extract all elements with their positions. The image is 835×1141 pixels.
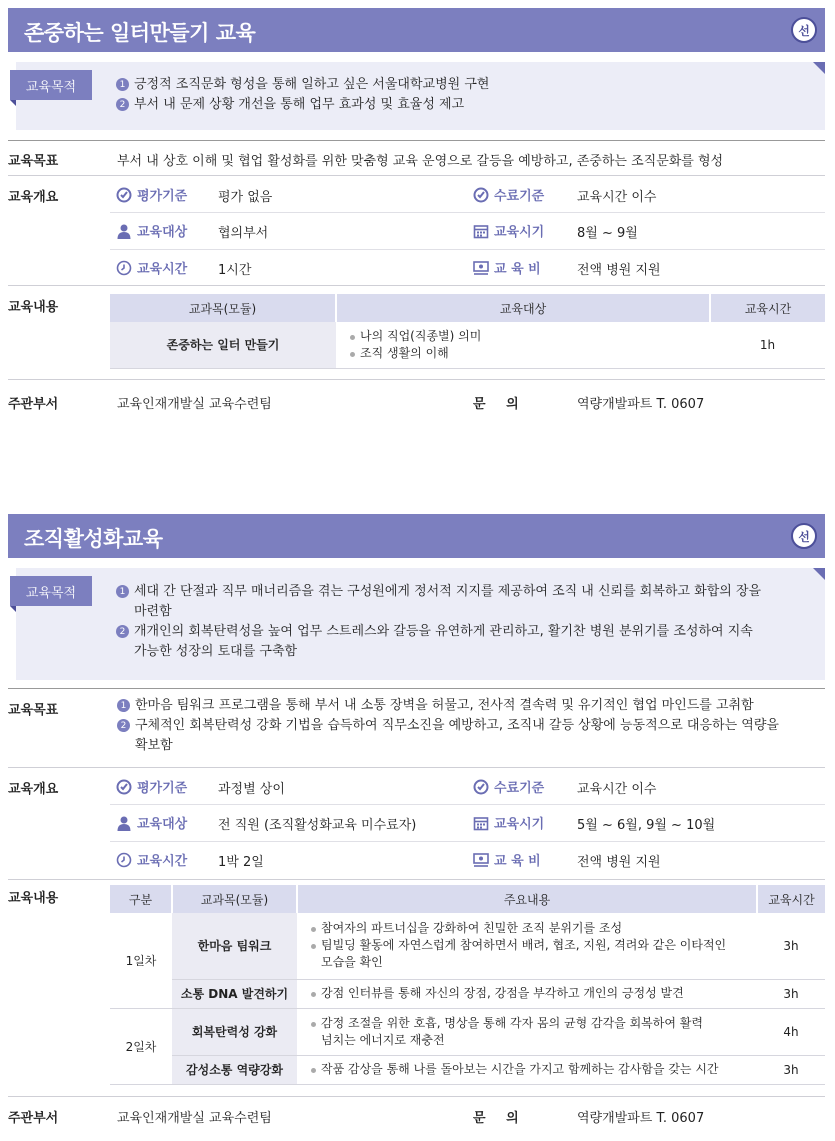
cost-label: 교 육 비	[473, 258, 541, 277]
completion-criteria-label: 수료기준	[473, 777, 544, 796]
divider	[8, 379, 825, 380]
inquiry-value: 역량개발파트 T. 0607	[577, 1111, 705, 1126]
goal-list	[117, 696, 825, 756]
duration-value: 1시간	[218, 263, 252, 278]
number-1-icon: 1	[116, 78, 129, 91]
table-row	[110, 1008, 825, 1055]
section-header	[8, 514, 825, 558]
period-value: 5월 ~ 6월, 9월 ~ 10월	[577, 818, 716, 833]
corner-marker	[813, 568, 825, 580]
required-badge: 선	[791, 523, 817, 549]
content-label: 교육내용	[8, 891, 59, 906]
cost-value: 전액 병원 지원	[577, 855, 661, 870]
number-1-icon: 1	[117, 699, 130, 712]
cost-label: 교 육 비	[473, 850, 541, 869]
person-icon	[116, 815, 132, 831]
purpose-tab: 교육목적	[10, 70, 92, 100]
overview-label: 교육개요	[8, 782, 59, 797]
target-label: 교육대상	[116, 221, 187, 240]
list-item: 작품 감상을 통해 나를 돌아보는 시간을 가지고 함께하는 감사함을 갖는 시간	[311, 1061, 751, 1078]
money-icon	[473, 852, 489, 868]
purpose-item: 2 개개인의 회복탄력성을 높여 업무 스트레스와 갈등을 유연하게 관리하고, 활기찬 병원 분위기를 조성하여 지속 가능한 성장의 토대를 구축함	[116, 622, 805, 662]
eval-criteria-label: 평가기준	[116, 777, 187, 796]
divider	[8, 175, 825, 176]
divider	[8, 767, 825, 768]
module-content	[297, 1008, 757, 1055]
clock-icon	[116, 260, 132, 276]
divider	[110, 212, 825, 213]
check-target-icon	[116, 779, 132, 795]
number-2-icon: 2	[116, 98, 129, 111]
dept-label: 주관부서	[8, 1111, 59, 1126]
table-row	[110, 979, 825, 1008]
column-header: 교육대상	[336, 294, 710, 322]
duration-value: 1박 2일	[218, 855, 264, 870]
overview-label: 교육개요	[8, 190, 59, 205]
table-row	[110, 1055, 825, 1084]
check-target-icon	[473, 187, 489, 203]
corner-marker	[813, 62, 825, 74]
table-header-row	[110, 885, 825, 913]
module-hours: 4h	[757, 1008, 825, 1055]
duration-label: 교육시간	[116, 258, 187, 277]
module-hours: 3h	[757, 1055, 825, 1084]
list-item: 참여자의 파트너십을 강화하여 친밀한 조직 분위기를 조성	[311, 920, 751, 937]
target-label: 교육대상	[116, 813, 187, 832]
module-content	[297, 1055, 757, 1084]
list-item: 조직 생활의 이해	[350, 345, 704, 362]
module-hours: 3h	[757, 979, 825, 1008]
completion-criteria-value: 교육시간 이수	[577, 782, 657, 797]
goal-item: 2 구체적인 회복탄력성 강화 기법을 습득하여 직무소진을 예방하고, 조직내 갈등 상황에 능동적으로 대응하는 역량을 확보함	[117, 716, 825, 756]
table-header-row	[110, 294, 825, 322]
purpose-box	[16, 568, 825, 680]
day-label: 1일차	[110, 913, 172, 1008]
module-hours: 1h	[710, 322, 825, 368]
column-header: 주요내용	[297, 885, 757, 913]
list-item: 감정 조절을 위한 호흡, 명상을 통해 각자 몸의 균형 감각을 회복하여 활력 넘치는 에너지로 재충전	[311, 1015, 751, 1049]
divider	[8, 1096, 825, 1097]
divider	[110, 841, 825, 842]
clock-icon	[116, 852, 132, 868]
module-name: 소통 DNA 발견하기	[172, 979, 297, 1008]
completion-criteria-label: 수료기준	[473, 185, 544, 204]
section-title: 조직활성화교육	[24, 527, 163, 551]
money-icon	[473, 260, 489, 276]
required-badge: 선	[791, 17, 817, 43]
list-item: 강점 인터뷰를 통해 자신의 장점, 강점을 부각하고 개인의 긍정성 발견	[311, 985, 751, 1002]
purpose-tab: 교육목적	[10, 576, 92, 606]
module-name: 한마음 팀워크	[172, 913, 297, 979]
module-content	[297, 913, 757, 979]
column-header: 교과목(모듈)	[172, 885, 297, 913]
cost-value: 전액 병원 지원	[577, 263, 661, 278]
goal-label: 교육목표	[8, 703, 59, 718]
list-item: 팀빌딩 활동에 자연스럽게 참여하면서 배려, 협조, 지원, 격려와 같은 이타적인 모습을 확인	[311, 937, 751, 971]
module-content	[297, 979, 757, 1008]
content-table	[110, 294, 825, 369]
purpose-item: 1 세대 간 단절과 직무 매너리즘을 겪는 구성원에게 정서적 지지를 제공하여 조직 내 신뢰를 회복하고 화합의 장을 마련함	[116, 582, 805, 622]
check-target-icon	[116, 187, 132, 203]
eval-criteria-value: 평가 없음	[218, 190, 273, 205]
inquiry-label: 문 의	[473, 397, 519, 412]
content-table	[110, 885, 825, 1085]
purpose-box	[16, 62, 825, 130]
eval-criteria-label: 평가기준	[116, 185, 187, 204]
divider	[8, 688, 825, 689]
period-label: 교육시기	[473, 813, 544, 832]
module-name: 감성소통 역량강화	[172, 1055, 297, 1084]
inquiry-value: 역량개발파트 T. 0607	[577, 397, 705, 412]
divider	[110, 804, 825, 805]
target-value: 전 직원 (조직활성화교육 미수료자)	[218, 818, 417, 833]
person-icon	[116, 223, 132, 239]
content-label: 교육내용	[8, 300, 59, 315]
section-header	[8, 8, 825, 52]
dept-value: 교육인재개발실 교육수련팀	[117, 1111, 272, 1126]
purpose-list	[116, 75, 805, 115]
inquiry-label: 문 의	[473, 1111, 519, 1126]
number-2-icon: 2	[117, 719, 130, 732]
goal-label: 교육목표	[8, 154, 59, 169]
purpose-item: 1 긍정적 조직문화 형성을 통해 일하고 싶은 서울대학교병원 구현	[116, 75, 805, 95]
module-hours: 3h	[757, 913, 825, 979]
list-item: 나의 직업(직종별) 의미	[350, 328, 704, 345]
divider	[8, 285, 825, 286]
number-1-icon: 1	[116, 585, 129, 598]
duration-label: 교육시간	[116, 850, 187, 869]
table-row	[110, 322, 825, 368]
column-header: 교육시간	[757, 885, 825, 913]
column-header: 교과목(모듈)	[110, 294, 336, 322]
period-label: 교육시기	[473, 221, 544, 240]
dept-value: 교육인재개발실 교육수련팀	[117, 397, 272, 412]
table-row	[110, 913, 825, 979]
number-2-icon: 2	[116, 625, 129, 638]
column-header: 구분	[110, 885, 172, 913]
goal-text: 부서 내 상호 이해 및 협업 활성화를 위한 맞춤형 교육 운영으로 갈등을 예방하고, 존중하는 조직문화를 형성	[117, 154, 724, 169]
module-content	[336, 322, 710, 368]
module-name: 회복탄력성 강화	[172, 1008, 297, 1055]
divider	[8, 140, 825, 141]
goal-item: 1 한마음 팀워크 프로그램을 통해 부서 내 소통 장벽을 허물고, 전사적 결속력 및 유기적인 협업 마인드를 고취함	[117, 696, 825, 716]
purpose-item: 2 부서 내 문제 상황 개선을 통해 업무 효과성 및 효율성 제고	[116, 95, 805, 115]
dept-label: 주관부서	[8, 397, 59, 412]
check-target-icon	[473, 779, 489, 795]
target-value: 협의부서	[218, 226, 269, 241]
day-label: 2일차	[110, 1008, 172, 1084]
section-title: 존중하는 일터만들기 교육	[24, 21, 256, 45]
calendar-icon	[473, 815, 489, 831]
divider	[110, 249, 825, 250]
eval-criteria-value: 과정별 상이	[218, 782, 285, 797]
module-name: 존중하는 일터 만들기	[110, 322, 336, 368]
completion-criteria-value: 교육시간 이수	[577, 190, 657, 205]
period-value: 8월 ~ 9월	[577, 226, 638, 241]
column-header: 교육시간	[710, 294, 825, 322]
calendar-icon	[473, 223, 489, 239]
purpose-list	[116, 582, 805, 662]
divider	[8, 879, 825, 880]
